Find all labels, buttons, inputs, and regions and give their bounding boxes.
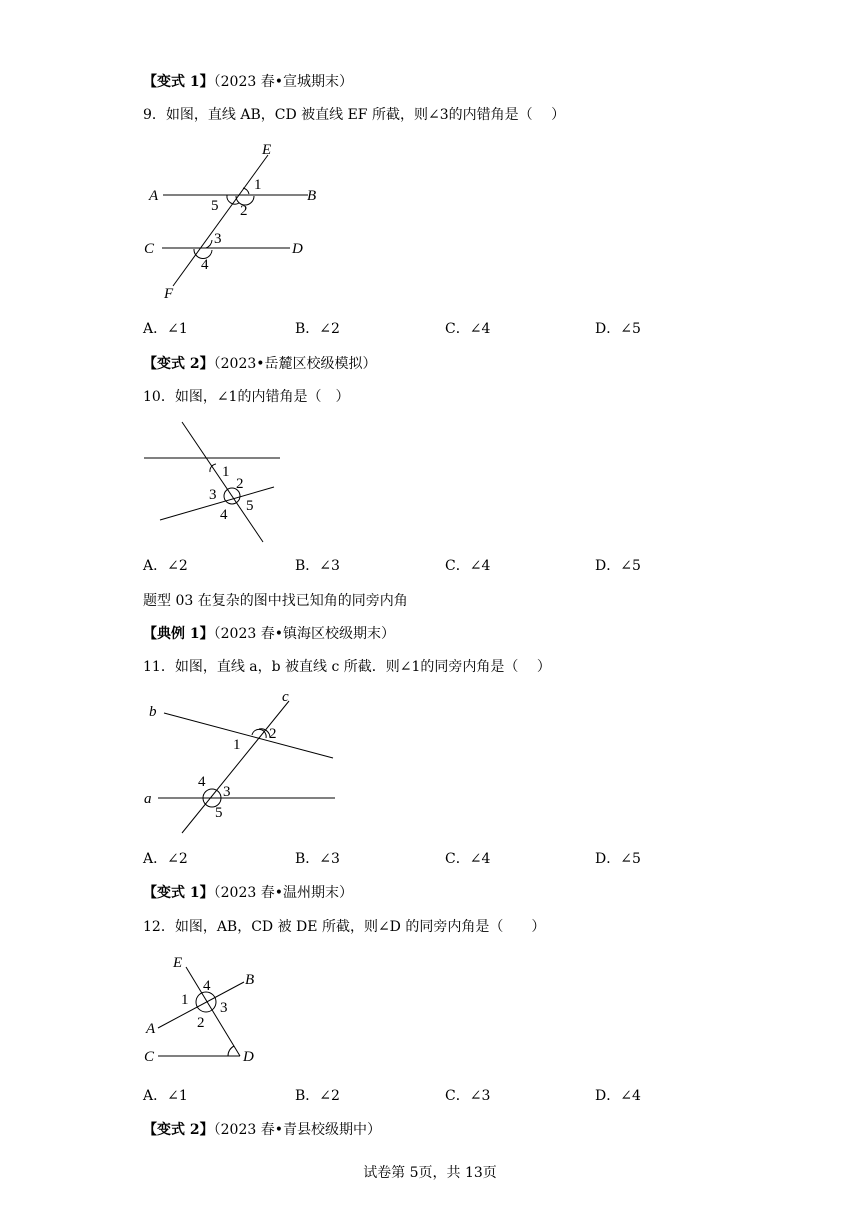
q12-line-ed bbox=[186, 967, 240, 1056]
q10-angle-1: 1 bbox=[222, 464, 230, 480]
q13-header bbox=[143, 1121, 381, 1139]
q11-options bbox=[143, 850, 703, 868]
q12-label-c: C bbox=[144, 1049, 155, 1065]
q10-tag: 【变式 2】 bbox=[143, 356, 214, 372]
q12-angle-2: 2 bbox=[197, 1015, 205, 1031]
q12-label-b: B bbox=[245, 972, 255, 988]
page-footer: 试卷第 5页，共 13页 bbox=[363, 1165, 497, 1181]
q10-option-d[interactable]: D．∠5 bbox=[595, 558, 641, 574]
q9-option-a[interactable]: A．∠1 bbox=[143, 321, 188, 337]
q11-label-a: a bbox=[144, 791, 152, 807]
q9-label-d: D bbox=[292, 241, 303, 257]
q12-tag: 【变式 1】 bbox=[143, 885, 214, 901]
q9-label-a: A bbox=[149, 188, 159, 204]
q10-line-bottom bbox=[160, 487, 274, 520]
q11-angle-4: 4 bbox=[198, 774, 206, 790]
q10-angle-2: 2 bbox=[236, 476, 244, 492]
q12-label-d: D bbox=[243, 1049, 254, 1065]
q12-options bbox=[143, 1087, 703, 1105]
q11-angle-1: 1 bbox=[233, 737, 241, 753]
q13-tag: 【变式 2】 bbox=[143, 1122, 214, 1138]
q12-option-b[interactable]: B．∠2 bbox=[295, 1088, 340, 1104]
section-title: 题型 03 在复杂的图中找已知角的同旁内角 bbox=[143, 593, 408, 609]
q9-angle-3: 3 bbox=[214, 231, 222, 247]
q12-option-d[interactable]: D．∠4 bbox=[595, 1088, 641, 1104]
q10-stem: 10．如图，∠1的内错角是（ ） bbox=[143, 389, 350, 405]
q9-option-c[interactable]: C．∠4 bbox=[445, 321, 491, 337]
q9-label-b: B bbox=[307, 188, 317, 204]
q12-option-a[interactable]: A．∠1 bbox=[143, 1088, 188, 1104]
q11-option-b[interactable]: B．∠3 bbox=[295, 851, 340, 867]
q11-header bbox=[143, 625, 395, 643]
q9-label-e: E bbox=[262, 142, 272, 158]
q9-tag: 【变式 1】 bbox=[143, 74, 214, 90]
q11-stem: 11．如图，直线 a，b 被直线 c 所截．则∠1的同旁内角是（ ） bbox=[143, 659, 551, 675]
q9-line-ef bbox=[173, 155, 268, 286]
q9-header bbox=[143, 73, 353, 91]
q9-label-c: C bbox=[144, 241, 155, 257]
q11-option-a[interactable]: A．∠2 bbox=[143, 851, 188, 867]
q11-label-b: b bbox=[149, 704, 157, 720]
q12-label-e: E bbox=[173, 955, 183, 971]
q10-option-c[interactable]: C．∠4 bbox=[445, 558, 491, 574]
q10-options bbox=[143, 557, 703, 575]
q11-source: （2023 春•镇海区校级期末） bbox=[213, 626, 395, 642]
q9-label-f: F bbox=[164, 286, 174, 302]
q12-angle-4: 4 bbox=[203, 978, 211, 994]
q9-source: （2023 春•宣城期末） bbox=[213, 74, 353, 90]
q11-angle-5: 5 bbox=[215, 805, 223, 821]
q9-angle-5: 5 bbox=[211, 198, 219, 214]
q12-angle-1: 1 bbox=[181, 992, 189, 1008]
q12-option-c[interactable]: C．∠3 bbox=[445, 1088, 491, 1104]
q11-angle-3: 3 bbox=[223, 784, 231, 800]
q12-angle-3: 3 bbox=[220, 1000, 228, 1016]
q10-header bbox=[143, 355, 377, 373]
q11-line-c bbox=[182, 701, 289, 833]
q11-option-c[interactable]: C．∠4 bbox=[445, 851, 491, 867]
q10-figure bbox=[140, 418, 290, 548]
q9-option-d[interactable]: D．∠5 bbox=[595, 321, 641, 337]
q11-option-d[interactable]: D．∠5 bbox=[595, 851, 641, 867]
q11-angle-2: 2 bbox=[269, 726, 277, 742]
q11-label-c: c bbox=[282, 689, 289, 705]
q10-angle-4: 4 bbox=[220, 507, 228, 523]
q9-angle-1: 1 bbox=[254, 177, 262, 193]
q11-figure bbox=[140, 685, 340, 835]
q13-source: （2023 春•青县校级期中） bbox=[213, 1122, 381, 1138]
q12-source: （2023 春•温州期末） bbox=[213, 885, 353, 901]
q10-option-a[interactable]: A．∠2 bbox=[143, 558, 188, 574]
q12-stem: 12．如图，AB，CD 被 DE 所截，则∠D 的同旁内角是（ ） bbox=[143, 919, 546, 935]
q10-transversal bbox=[182, 422, 263, 542]
q12-header bbox=[143, 884, 353, 902]
q9-angle-2: 2 bbox=[240, 203, 248, 219]
q12-figure bbox=[140, 950, 270, 1070]
q12-arc-d bbox=[228, 1046, 234, 1056]
q10-source: （2023•岳麓区校级模拟） bbox=[213, 356, 377, 372]
q10-option-b[interactable]: B．∠3 bbox=[295, 558, 340, 574]
q10-angle-5: 5 bbox=[246, 498, 254, 514]
q9-stem: 9．如图，直线 AB，CD 被直线 EF 所截，则∠3的内错角是（ ） bbox=[143, 107, 566, 123]
q9-options bbox=[143, 320, 703, 338]
q9-figure bbox=[140, 138, 330, 303]
q9-arc-3 bbox=[206, 240, 212, 248]
q10-angle-3: 3 bbox=[209, 487, 217, 503]
q11-tag: 【典例 1】 bbox=[143, 626, 214, 642]
q9-option-b[interactable]: B．∠2 bbox=[295, 321, 340, 337]
q12-label-a: A bbox=[146, 1021, 156, 1037]
q9-angle-4: 4 bbox=[201, 257, 209, 273]
